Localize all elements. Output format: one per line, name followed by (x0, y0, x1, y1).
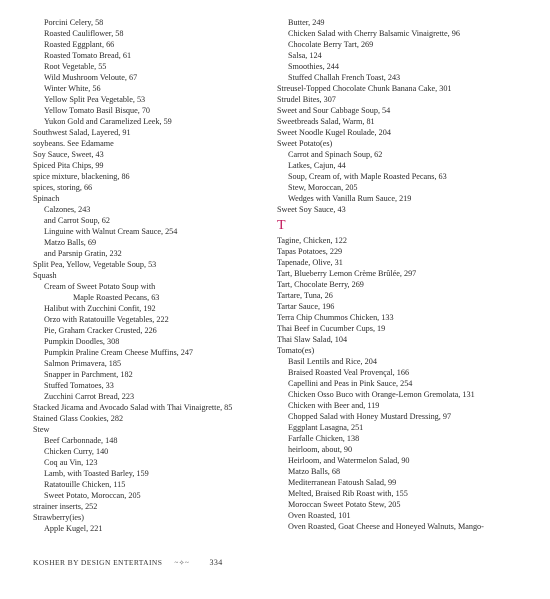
index-subentry: heirloom, about, 90 (288, 445, 353, 454)
index-subentry: Soup, Cream of, with Maple Roasted Pecans, 63 (288, 172, 447, 181)
index-subentry: Orzo with Ratatouille Vegetables, 222 (44, 315, 169, 324)
index-entry: Sweet Noodle Kugel Roulade, 204 (277, 128, 391, 137)
index-subentry: Chicken Salad with Cherry Balsamic Vinaigrette, 96 (288, 29, 460, 38)
index-entry: Tapenade, Olive, 31 (277, 258, 343, 267)
footer-book-title: KOSHER BY DESIGN ENTERTAINS (33, 558, 163, 567)
index-subentry: Pumpkin Doodles, 308 (44, 337, 120, 346)
index-subentry: Stuffed Challah French Toast, 243 (288, 73, 401, 82)
index-entry: Spiced Pita Chips, 99 (33, 161, 104, 170)
index-subentry: Matzo Balls, 69 (44, 238, 97, 247)
index-subentry: Sweet Potato, Moroccan, 205 (44, 491, 141, 500)
index-column-right-top (277, 17, 532, 215)
index-subentry: Wild Mushroom Veloute, 67 (44, 73, 138, 82)
index-subentry: Pie, Graham Cracker Crusted, 226 (44, 326, 157, 335)
index-entry: Tart, Chocolate Berry, 269 (277, 280, 364, 289)
index-subentry: Moroccan Sweet Potato Stew, 205 (288, 500, 401, 509)
index-subentry: Smoothies, 244 (288, 62, 339, 71)
index-entry: Tartare, Tuna, 26 (277, 291, 333, 300)
index-subentry: Oven Roasted, Goat Cheese and Honeyed Walnuts, Mango- (288, 522, 484, 531)
index-entry: Tomato(es) (277, 346, 315, 355)
index-subentry: Halibut with Zucchini Confit, 192 (44, 304, 156, 313)
page-footer (33, 558, 223, 567)
index-subentry: Roasted Tomato Bread, 61 (44, 51, 132, 60)
index-subentry: Lamb, with Toasted Barley, 159 (44, 469, 149, 478)
index-subentry: Capellini and Peas in Pink Sauce, 254 (288, 379, 413, 388)
index-entry: spice mixture, blackening, 86 (33, 172, 130, 181)
index-subentry: Calzones, 243 (44, 205, 91, 214)
index-entry: Terra Chip Chummos Chicken, 133 (277, 313, 394, 322)
index-entry: Tagine, Chicken, 122 (277, 236, 347, 245)
index-subentry: Yukon Gold and Caramelized Leek, 59 (44, 117, 172, 126)
index-subentry: Coq au Vin, 123 (44, 458, 98, 467)
index-subentry: Maple Roasted Pecans, 63 (73, 293, 160, 302)
index-subentry: Chicken Curry, 140 (44, 447, 109, 456)
index-subentry: Roasted Cauliflower, 58 (44, 29, 124, 38)
index-column-right-bottom (277, 235, 532, 532)
index-subentry: Porcini Celery, 58 (44, 18, 104, 27)
index-entry: Southwest Salad, Layered, 91 (33, 128, 131, 137)
index-entry: Split Pea, Yellow, Vegetable Soup, 53 (33, 260, 157, 269)
index-subentry: Yellow Tomato Basil Bisque, 70 (44, 106, 151, 115)
index-subentry: and Carrot Soup, 62 (44, 216, 110, 225)
index-entry: Stew (33, 425, 50, 434)
index-subentry: Chicken Osso Buco with Orange-Lemon Gremolata, 131 (288, 390, 475, 399)
index-subentry: Heirloom, and Watermelon Salad, 90 (288, 456, 410, 465)
index-subentry: Carrot and Spinach Soup, 62 (288, 150, 383, 159)
index-subentry: Basil Lentils and Rice, 204 (288, 357, 377, 366)
index-entry: strainer inserts, 252 (33, 502, 98, 511)
index-subentry: Oven Roasted, 101 (288, 511, 351, 520)
index-subentry: Braised Roasted Veal Provençal, 166 (288, 368, 410, 377)
index-entry: Thai Beef in Cucumber Cups, 19 (277, 324, 386, 333)
index-entry: Stacked Jicama and Avocado Salad with Thai Vinaigrette, 85 (33, 403, 233, 412)
index-subentry: Salsa, 124 (288, 51, 322, 60)
index-entry: Spinach (33, 194, 60, 203)
index-entry: Sweet and Sour Cabbage Soup, 54 (277, 106, 391, 115)
index-subentry: Cream of Sweet Potato Soup with (44, 282, 156, 291)
footer-ornament-icon: ~✧~ (174, 559, 190, 567)
index-subentry: Mediterranean Fatoush Salad, 99 (288, 478, 397, 487)
index-subentry: Chopped Salad with Honey Mustard Dressing, 97 (288, 412, 452, 421)
index-subentry: Beef Carbonnade, 148 (44, 436, 118, 445)
index-subentry: Roasted Eggplant, 66 (44, 40, 115, 49)
index-entry: Tart, Blueberry Lemon Crème Brûlée, 297 (277, 269, 417, 278)
index-subentry: Chicken with Beer and, 119 (288, 401, 380, 410)
index-subentry: Root Vegetable, 55 (44, 62, 107, 71)
index-column-right (277, 17, 532, 532)
index-subentry: Pumpkin Praline Cream Cheese Muffins, 247 (44, 348, 194, 357)
index-subentry: Chocolate Berry Tart, 269 (288, 40, 374, 49)
index-subentry: Winter White, 56 (44, 84, 101, 93)
index-entry: Thai Slaw Salad, 104 (277, 335, 348, 344)
index-subentry: Matzo Balls, 68 (288, 467, 341, 476)
index-subentry: and Parsnip Gratin, 232 (44, 249, 122, 258)
index-entry: Tartar Sauce, 196 (277, 302, 335, 311)
index-entry: Stained Glass Cookies, 282 (33, 414, 124, 423)
index-subentry: Melted, Braised Rib Roast with, 155 (288, 489, 408, 498)
index-subentry: Snapper in Parchment, 182 (44, 370, 133, 379)
section-letter-heading: T (277, 218, 286, 233)
index-subentry: Latkes, Cajun, 44 (288, 161, 346, 170)
index-subentry: Yellow Split Pea Vegetable, 53 (44, 95, 146, 104)
index-entry: Strudel Bites, 307 (277, 95, 336, 104)
index-entry: Sweet Potato(es) (277, 139, 333, 148)
index-subentry: Farfalle Chicken, 138 (288, 434, 360, 443)
index-column-left (33, 17, 278, 534)
index-subentry: Salmon Primavera, 185 (44, 359, 122, 368)
index-entry: soybeans. See Edamame (33, 139, 114, 148)
index-subentry: Wedges with Vanilla Rum Sauce, 219 (288, 194, 412, 203)
index-subentry: Stuffed Tomatoes, 33 (44, 381, 114, 390)
index-entry: spices, storing, 66 (33, 183, 93, 192)
index-subentry: Linguine with Walnut Cream Sauce, 254 (44, 227, 178, 236)
index-subentry: Zucchini Carrot Bread, 223 (44, 392, 135, 401)
index-subentry: Butter, 249 (288, 18, 325, 27)
footer-page-number: 334 (209, 558, 223, 567)
index-entry: Squash (33, 271, 57, 280)
index-subentry: Apple Kugel, 221 (44, 524, 103, 533)
index-entry: Streusel-Topped Chocolate Chunk Banana Cake, 301 (277, 84, 452, 93)
index-entry: Sweetbreads Salad, Warm, 81 (277, 117, 375, 126)
index-subentry: Stew, Moroccan, 205 (288, 183, 358, 192)
index-subentry: Eggplant Lasagna, 251 (288, 423, 364, 432)
index-entry: Strawberry(ies) (33, 513, 84, 522)
index-entry: Sweet Soy Sauce, 43 (277, 205, 346, 214)
index-subentry: Ratatouille Chicken, 115 (44, 480, 126, 489)
index-entry: Tapas Potatoes, 229 (277, 247, 343, 256)
index-entry: Soy Sauce, Sweet, 43 (33, 150, 104, 159)
